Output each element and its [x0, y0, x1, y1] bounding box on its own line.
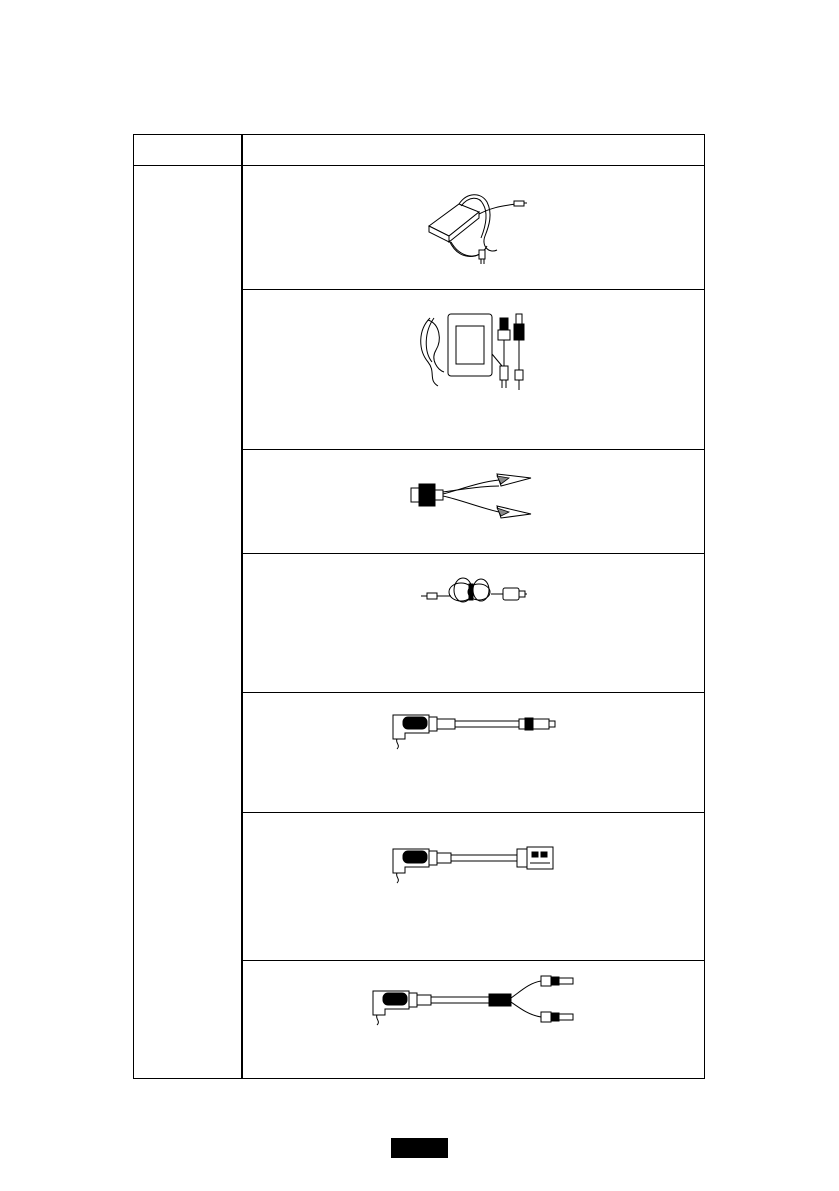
table-row	[243, 813, 704, 961]
accessories-table	[133, 134, 705, 1079]
ac-power-adapter-icon	[243, 184, 704, 274]
table-row	[243, 554, 704, 693]
header-item-cell	[243, 135, 704, 166]
anderson-connector-cable-icon	[243, 843, 704, 889]
table-row	[243, 450, 704, 554]
car-cigarette-lighter-cable-icon	[243, 574, 704, 608]
table-row	[243, 693, 704, 813]
table-row	[243, 961, 704, 1080]
solar-mc4-y-cable-icon	[243, 973, 704, 1029]
car-charger-adapter-kit-icon	[243, 310, 704, 394]
header-category-cell	[134, 135, 241, 166]
table-row	[243, 290, 704, 450]
dc-barrel-output-cable-icon	[243, 707, 704, 753]
category-cell	[134, 166, 241, 1078]
page-number-tab	[391, 1138, 448, 1158]
table-row	[243, 166, 704, 290]
table-header-row	[134, 135, 704, 166]
battery-clamp-cable-icon	[243, 470, 704, 520]
